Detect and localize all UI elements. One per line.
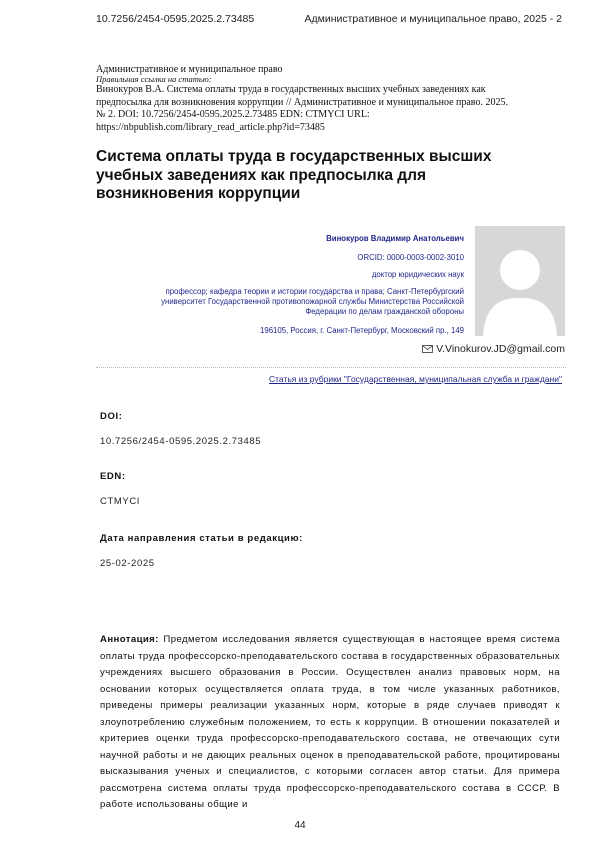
edn-label: EDN: <box>100 471 126 482</box>
author-email[interactable] <box>422 343 565 355</box>
source-journal: Административное и муниципальное право <box>96 64 283 75</box>
abstract-label: Аннотация: <box>100 634 159 645</box>
date-value: 25-02-2025 <box>100 558 155 569</box>
author-position: профессор; кафедра теории и истории государства и права; Санкт-Петербургский университет Государственной противопожарной службы Министерства Российской Федерации по делам гражданской обороны <box>161 287 464 316</box>
author-name[interactable]: Винокуров Владимир Анатольевич <box>326 234 464 243</box>
header-doi: 10.7256/2454-0595.2025.2.73485 <box>96 13 255 25</box>
divider <box>96 367 566 368</box>
edn-value: CTMYCI <box>100 496 141 507</box>
envelope-icon <box>422 345 433 353</box>
page-number: 44 <box>294 820 306 831</box>
author-photo-placeholder <box>475 226 565 336</box>
avatar-icon <box>475 226 565 336</box>
author-address: 196105, Россия, г. Санкт-Петербург, Московский пр., 149 <box>260 326 464 335</box>
header-journal-issue: Административное и муниципальное право, 2025 - 2 <box>304 13 562 25</box>
author-orcid[interactable]: ORCID: 0000-0003-0002-3010 <box>357 253 464 262</box>
author-degree: доктор юридических наук <box>371 270 464 279</box>
citation-label: Правильная ссылка на статью: <box>96 74 212 84</box>
doi-value: 10.7256/2454-0595.2025.2.73485 <box>100 436 262 447</box>
date-label: Дата направления статьи в редакцию: <box>100 533 303 544</box>
rubric-link[interactable]: Статья из рубрики "Государственная, муниципальная служба и граждани" <box>268 374 562 384</box>
abstract <box>100 632 560 814</box>
abstract-text: Предметом исследования является существующая в настоящее время система оплаты труда профессорско-преподавательского состава в государственных образовательных учреждениях высшего образования в России. Осуществлен анализ правовых норм, на основании которых осуществляется оплата труда, в том числе указанных работников, приведены примеры реализации указанных норм, которые в ряде случаев приводят к злоупотреблению служебным положением, то есть к коррупции. В отношении показателей и критериев оценки труда профессорско-преподавательского состава, не отвечающих сути научной работы и не дающих реальных оценок в преподавательской работе, процитированы высказывания ученых и специалистов, с которыми согласен автор статьи. Для примера рассмотрена система оплаты труда профессорско-преподавательского состава в СССР. В работе использованы общие и <box>100 634 560 810</box>
citation-text: Винокуров В.А. Система оплаты труда в государственных высших учебных заведениях как предпосылка для возникновения коррупции // Административное и муниципальное право. 2025. № 2. DOI: 10.7256/2454-0595.2025.2.73485 EDN: CTMYCI URL: https://nbpublish.com/library_read_article.php?id=73485 <box>96 84 508 133</box>
doi-label: DOI: <box>100 411 123 422</box>
email-text[interactable]: V.Vinokurov.JD@gmail.com <box>436 343 565 355</box>
article-title: Система оплаты труда в государственных высших учебных заведениях как предпосылка для возникновения коррупции <box>96 148 492 202</box>
